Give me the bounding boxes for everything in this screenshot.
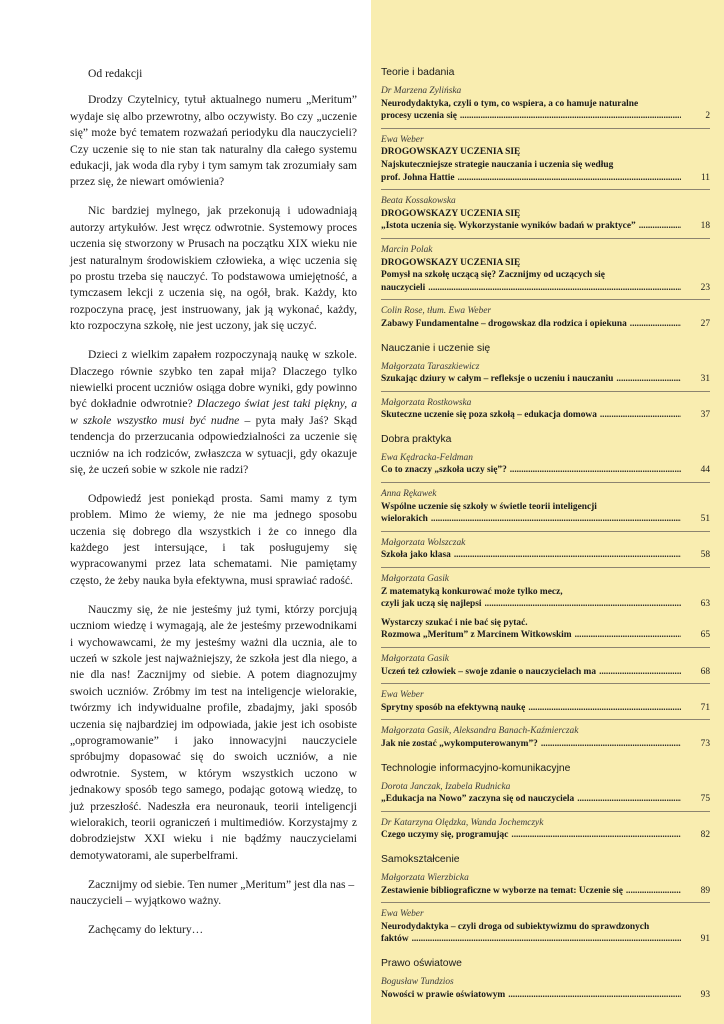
toc-dot-leader	[577, 793, 681, 806]
toc-entry-title: „Istota uczenia się. Wykorzystanie wyników badań w praktyce”	[381, 221, 636, 232]
toc-entry[interactable]	[381, 689, 710, 720]
editorial-paragraph-6: Zacznijmy od siebie. Ten numer „Meritum” jest dla nas – nauczycieli – wyjątkowo ważny.	[70, 877, 355, 908]
toc-entry-title-line: DROGOWSKAZY UCZENIA SIĘ	[381, 208, 521, 219]
toc-entry-author: Ewa Kędracka-Feldman	[381, 452, 473, 463]
toc-page-number: 65	[700, 630, 710, 641]
toc-dot-leader	[630, 318, 681, 331]
toc-entry-title: „Edukacja na Nowo” zaczyna się od nauczyciela	[381, 794, 575, 805]
toc-page-number: 82	[700, 830, 710, 841]
toc-entry-title: Zabawy Fundamentalne – drogowskaz dla rodzica i opiekuna	[381, 318, 627, 329]
toc-entry-author: Ewa Weber	[381, 690, 424, 701]
toc-entry-title: nauczycieli	[381, 282, 426, 293]
editorial-paragraph-1: Drodzy Czytelnicy, tytuł aktualnego numeru „Meritum” wydaje się albo przewrotny, albo oczywisty. Bo czy „uczenie się” może być tematem rozważań periodyku dla nauczycieli? Czy uczenie się to nie stan tak naturalny dla całego systemu edukacji, jak woda dla ryby i tym samym tak zrozumiały sam przez się, że niewart omówienia?	[70, 93, 357, 189]
toc-entry-title-line: Wystarczy szukać i nie bać się pytać.	[381, 617, 528, 628]
toc-section-heading: Prawo oświatowe	[381, 957, 462, 969]
toc-entry[interactable]	[381, 817, 710, 847]
toc-dot-leader	[541, 738, 681, 751]
toc-dot-leader	[639, 220, 681, 233]
toc-entry-author: Dr Katarzyna Olędzka, Wanda Jochemczyk	[381, 817, 544, 828]
toc-entry-title: Jak nie zostać „wykomputerowanym”?	[381, 738, 538, 749]
toc-entry-author: Beata Kossakowska	[381, 196, 456, 207]
toc-entry-author: Małgorzata Gasik	[381, 574, 449, 585]
toc-dot-leader	[510, 464, 681, 477]
editorial-closing: Zachęcamy do lektury…	[88, 923, 204, 937]
toc-entry-author: Małgorzata Wierzbicka	[381, 872, 469, 883]
toc-entry[interactable]	[381, 452, 710, 483]
toc-page-number: 11	[700, 172, 710, 183]
toc-entry[interactable]	[381, 305, 710, 335]
toc-entry-title-row	[381, 318, 710, 331]
toc-dot-leader	[508, 989, 681, 1002]
table-of-contents	[381, 66, 710, 1009]
toc-section-heading: Dobra praktyka	[381, 433, 452, 445]
table-of-contents-panel	[371, 0, 724, 1024]
toc-entry-title: Rozmowa „Meritum” z Marcinem Witkowskim	[381, 630, 572, 641]
toc-dot-leader	[511, 829, 681, 842]
toc-entry-title-row	[381, 702, 710, 715]
toc-dot-leader	[599, 666, 681, 679]
toc-entry[interactable]	[381, 361, 710, 392]
toc-entry-author: Marcin Polak	[381, 244, 433, 255]
toc-page-number: 44	[700, 465, 710, 476]
toc-entry-title-row	[381, 629, 710, 642]
toc-entry-title: Co to znaczy „szkoła uczy się”?	[381, 465, 507, 476]
toc-page-number: 2	[705, 111, 710, 122]
toc-entry-title-row	[381, 282, 710, 295]
editorial-column	[70, 66, 357, 951]
toc-page-number: 58	[700, 550, 710, 561]
editorial-paragraph-3-end: – pyta mały Jaś? Skąd tendencja do przerzucania odpowiedzialności za uczenie się uczniów na ich rodziców, zwłaszcza w sytuacji, gdy okazuje się, że uczeń sobie w szkole nie radzi?	[70, 413, 357, 476]
toc-page-number: 37	[700, 410, 710, 421]
toc-entry[interactable]	[381, 872, 710, 903]
toc-entry-title-row	[381, 666, 710, 679]
toc-entry-title-line: Najskuteczniejsze strategie nauczania i uczenia się według	[381, 159, 614, 170]
toc-entry[interactable]	[381, 781, 710, 812]
toc-entry-title-row	[381, 110, 710, 123]
toc-entry-title: Nowości w prawie oświatowym	[381, 989, 506, 1000]
toc-page-number: 23	[700, 282, 710, 293]
toc-page-number: 93	[700, 989, 710, 1000]
toc-entry-author: Ewa Weber	[381, 134, 424, 145]
toc-entry-title: procesy uczenia się	[381, 111, 457, 122]
toc-entry-title-line: Z matematyką konkurować może tylko mecz,	[381, 586, 563, 597]
toc-entry[interactable]	[381, 976, 710, 1006]
toc-entry-author: Dorota Janczak, Izabela Rudnicka	[381, 781, 511, 792]
toc-entry[interactable]	[381, 244, 710, 300]
toc-dot-leader	[485, 598, 681, 611]
toc-page-number: 18	[700, 221, 710, 232]
toc-dot-leader	[600, 409, 681, 422]
toc-entry-title-line: DROGOWSKAZY UCZENIA SIĘ	[381, 147, 521, 158]
toc-entry-title: Sprytny sposób na efektywną naukę	[381, 702, 526, 713]
editorial-paragraph-3-start: Dzieci z wielkim zapałem rozpoczynają naukę w szkole. Dlaczego równie szybko ten zapał mija? Dlaczego tylko niewielki procent uczniów osiąga dobre wyniki, gdy powinno być dokładnie odwrotnie?	[70, 348, 357, 411]
toc-entry-title: Skuteczne uczenie się poza szkołą – edukacja domowa	[381, 410, 597, 421]
toc-page-number: 73	[700, 738, 710, 749]
toc-entry[interactable]	[381, 397, 710, 427]
toc-entry[interactable]	[381, 134, 710, 190]
editorial-paragraph-5: Nauczmy się, że nie jesteśmy już tymi, którzy porcjują uczniom wiedzę i wymagają, ale że jesteśmy przewodnikami i wychowawcami, że my jesteśmy ważni dla ucznia, ale to uczeń w szkole jest najważniejszy, że szkoła jest dla niego, a nie dla nas! Zacznijmy od siebie. A potem diagnozujmy swoich uczniów. Zróbmy im test na inteligencje wielorakie, twórzmy ich indywidualne profile, zbadajmy, jaki sposób uczenia się najbardziej im odpowiada, jakie jest ich osobiste „oprogramowanie” i jako innowacyjni nauczyciele spróbujmy dopasować się do swoich uczniów, a nie odwrotnie. System, w którym wszystkich uczono w jednakowy sposób tego samego, podając gotową wiedzę, to już przeszłość. Nadeszła era neuronauk, teorii inteligencji wielorakich, teorii ograniczeń i multimediów. Korzystajmy z dobrodziejstw XXI wieku i nie bądźmy nauczycielami demotywatorami, ale superbelframi.	[70, 602, 357, 862]
toc-page-number: 91	[700, 934, 710, 945]
toc-entry-title-row	[381, 513, 710, 526]
toc-section-heading: Teorie i badania	[381, 67, 455, 78]
toc-entry-author: Ewa Weber	[381, 909, 424, 920]
toc-entry-title-row	[381, 172, 710, 185]
toc-dot-leader	[458, 172, 681, 185]
toc-entry[interactable]	[381, 908, 710, 951]
toc-entry-title-row	[381, 933, 710, 946]
toc-entry-author: Małgorzata Rostkowska	[381, 397, 472, 408]
editorial-paragraph-2: Nic bardziej mylnego, jak przekonują i udowadniają autorzy artykułów. Jest wręcz odwrotnie. Systemowy proces uczenia się stworzony w Prusach na początku XIX wieku nie jest naturalnym środowiskiem człowieka, a więc uczenia się po prostu trzeba się nauczyć. To podstawowa umiejętność, a tymczasem lekcji z uczenia się, na ogół, brak. Każdy, kto rozpoczyna pracę, jest instruowany, jak ją wykonać, każdy, kto rozpoczyna szkołę, nie jest uczony, jak się uczyć.	[70, 204, 357, 333]
toc-entry-author: Dr Marzena Zylińska	[381, 86, 462, 96]
toc-entry-title-row	[381, 549, 710, 562]
toc-entry-author: Małgorzata Gasik	[381, 654, 449, 664]
toc-entry[interactable]	[381, 653, 710, 684]
toc-page-number: 51	[700, 514, 710, 525]
toc-entry-title-row	[381, 793, 710, 806]
toc-entry[interactable]	[381, 573, 710, 648]
toc-page-number: 27	[700, 318, 710, 329]
toc-entry-title: wielorakich	[381, 514, 428, 525]
toc-entry-title: Zestawienie bibliograficzne w wyborze na temat: Uczenie się	[381, 885, 623, 896]
toc-page-number: 71	[700, 702, 710, 713]
toc-entry[interactable]	[381, 725, 710, 755]
toc-dot-leader	[454, 549, 681, 562]
toc-page-number: 31	[700, 374, 710, 385]
toc-entry[interactable]	[381, 537, 710, 568]
toc-page-number: 63	[700, 599, 710, 610]
toc-entry-title-row	[381, 885, 710, 898]
toc-entry-title-line: DROGOWSKAZY UCZENIA SIĘ	[381, 257, 521, 268]
toc-entry[interactable]	[381, 195, 710, 239]
toc-entry-title-row	[381, 989, 710, 1002]
toc-entry-title: prof. Johna Hattie	[381, 172, 455, 183]
toc-entry-title-row	[381, 829, 710, 842]
editorial-paragraph-4: Odpowiedź jest poniekąd prosta. Sami mamy z tym problem. Mimo że wiemy, że nie ma jednego sposobu uczenia się dobrego dla wszystkich i że co innego dla każdego jest intersujące, i tak posługujemy się wypracowanymi przez lata schematami. Nie pamiętamy często, że żeby nauka była efektywna, musi sprawiać radość.	[70, 491, 357, 587]
toc-entry-title: Szkoła jako klasa	[381, 550, 451, 561]
toc-entry-title-row	[381, 738, 710, 751]
toc-dot-leader	[528, 702, 681, 715]
toc-section-heading: Samokształcenie	[381, 853, 460, 865]
toc-page-number: 68	[700, 666, 710, 677]
toc-entry-author: Bogusław Tundzios	[381, 976, 454, 987]
toc-entry-title: Czego uczymy się, programując	[381, 830, 509, 841]
toc-dot-leader	[626, 885, 681, 898]
toc-entry[interactable]	[381, 488, 710, 532]
toc-dot-leader	[431, 513, 681, 526]
toc-dot-leader	[412, 933, 681, 946]
editorial-heading: Od redakcji	[88, 67, 143, 80]
toc-entry-title: faktów	[381, 934, 409, 945]
toc-entry-author: Anna Rękawek	[381, 489, 437, 500]
toc-dot-leader	[428, 282, 681, 295]
toc-entry-title-row	[381, 373, 710, 386]
toc-dot-leader	[575, 629, 681, 642]
toc-entry-author: Małgorzata Gasik, Aleksandra Banach-Kaźmierczak	[381, 726, 579, 737]
toc-dot-leader	[460, 110, 681, 123]
toc-entry-title-row	[381, 220, 710, 233]
toc-dot-leader	[616, 373, 681, 386]
toc-entry-title-row	[381, 464, 710, 477]
editorial-paragraph-3	[70, 347, 357, 478]
toc-entry-title-row	[381, 598, 710, 611]
toc-entry-title-line: Wspólne uczenie się szkoły w świetle teorii inteligencji	[381, 501, 597, 512]
toc-entry-author: Colin Rose, tłum. Ewa Weber	[381, 306, 492, 317]
toc-entry-title: Uczeń też człowiek – swoje zdanie o nauczycielach ma	[381, 666, 597, 677]
toc-entry-author: Małgorzata Wolszczak	[381, 537, 466, 548]
toc-entry[interactable]	[381, 85, 710, 129]
toc-entry-title: czyli jak uczą się najlepsi	[381, 599, 482, 610]
toc-section-heading: Nauczanie i uczenie się	[381, 342, 491, 354]
toc-entry-title-row	[381, 409, 710, 422]
toc-entry-title-line: Neurodydaktyka, czyli o tym, co wspiera, a co hamuje naturalne	[381, 98, 639, 109]
toc-section-heading: Technologie informacyjno-komunikacyjne	[381, 762, 571, 774]
toc-entry-title-line: Neurodydaktyka – czyli droga od subiektywizmu do sprawdzonych	[381, 921, 650, 932]
editorial-paragraph-3-italic: Dlaczego świat jest taki piękny, a w szkole wszystko musi być nudne	[70, 397, 357, 427]
toc-page-number: 89	[700, 885, 710, 896]
toc-entry-title: Szukając dziury w całym – refleksje o uczeniu i nauczaniu	[381, 374, 614, 385]
toc-entry-title-line: Pomysł na szkołę uczącą się? Zacznijmy od uczących się	[381, 270, 605, 281]
toc-page-number: 75	[700, 794, 710, 805]
toc-entry-author: Małgorzata Taraszkiewicz	[381, 361, 480, 372]
